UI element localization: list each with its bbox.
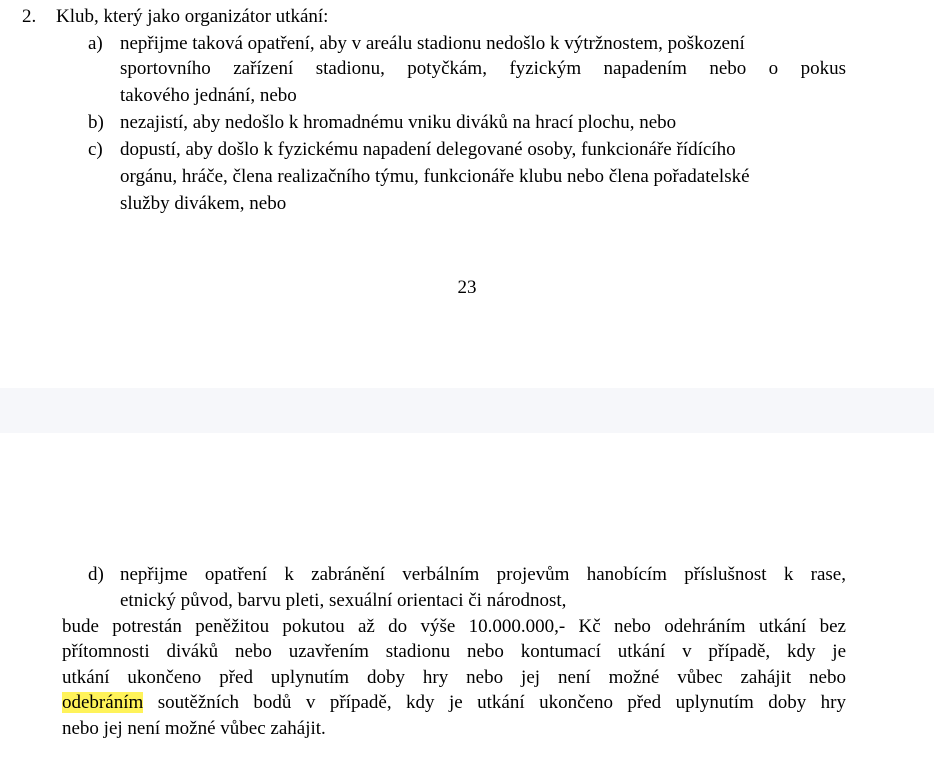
item-c-letter: c) (88, 139, 103, 160)
item-2-number: 2. (22, 6, 37, 27)
item-b-letter: b) (88, 112, 104, 133)
item-c-line-1: dopustí, aby došlo k fyzickému napadení delegované osoby, funkcionáře řídícího (120, 139, 736, 160)
penalty-line-3: utkání ukončeno před uplynutím doby hry nebo jej není možné vůbec zahájit nebo (62, 667, 846, 688)
item-a-line-1 (120, 33, 845, 55)
penalty-line-4-rest: soutěžních bodů v případě, kdy je utkání ukončeno před uplynutím doby hry (143, 692, 846, 713)
item-d-letter: d) (88, 564, 104, 585)
page-number: 23 (457, 277, 477, 298)
document-page-bottom (0, 433, 934, 764)
page-separator (0, 388, 934, 433)
penalty-line-5: nebo jej není možné vůbec zahájit. (62, 718, 326, 739)
cutoff-previous-line (70, 0, 730, 3)
item-a-line-1-text: nepřijme taková opatření, aby v areálu stadionu nedošlo k výtržnostem, poškození (120, 33, 745, 54)
penalty-line-2: přítomnosti diváků nebo uzavřením stadionu nebo kontumací utkání v případě, kdy je (62, 641, 846, 662)
item-d-line-1: nepřijme opatření k zabránění verbálním projevům hanobícím příslušnost k rase, (120, 564, 846, 585)
penalty-line-1: bude potrestán peněžitou pokutou až do výše 10.000.000,- Kč nebo odehráním utkání bez (62, 616, 846, 637)
item-a-line-2: sportovního zařízení stadionu, potyčkám, fyzickým napadením nebo o pokus (120, 58, 846, 79)
item-d-line-2: etnický původ, barvu pleti, sexuální orientaci či národnost, (120, 590, 567, 611)
item-c-line-2: orgánu, hráče, člena realizačního týmu, funkcionáře klubu nebo člena pořadatelské (120, 166, 750, 187)
item-c-line-3: služby divákem, nebo (120, 193, 287, 214)
item-a-line-3: takového jednání, nebo (120, 85, 297, 106)
item-2-text: Klub, který jako organizátor utkání: (56, 6, 329, 27)
penalty-line-4 (62, 692, 846, 714)
highlighted-word: odebráním (62, 692, 144, 713)
item-b-line-1: nezajistí, aby nedošlo k hromadnému vniku diváků na hrací plochu, nebo (120, 112, 677, 133)
item-a-letter: a) (88, 33, 103, 54)
